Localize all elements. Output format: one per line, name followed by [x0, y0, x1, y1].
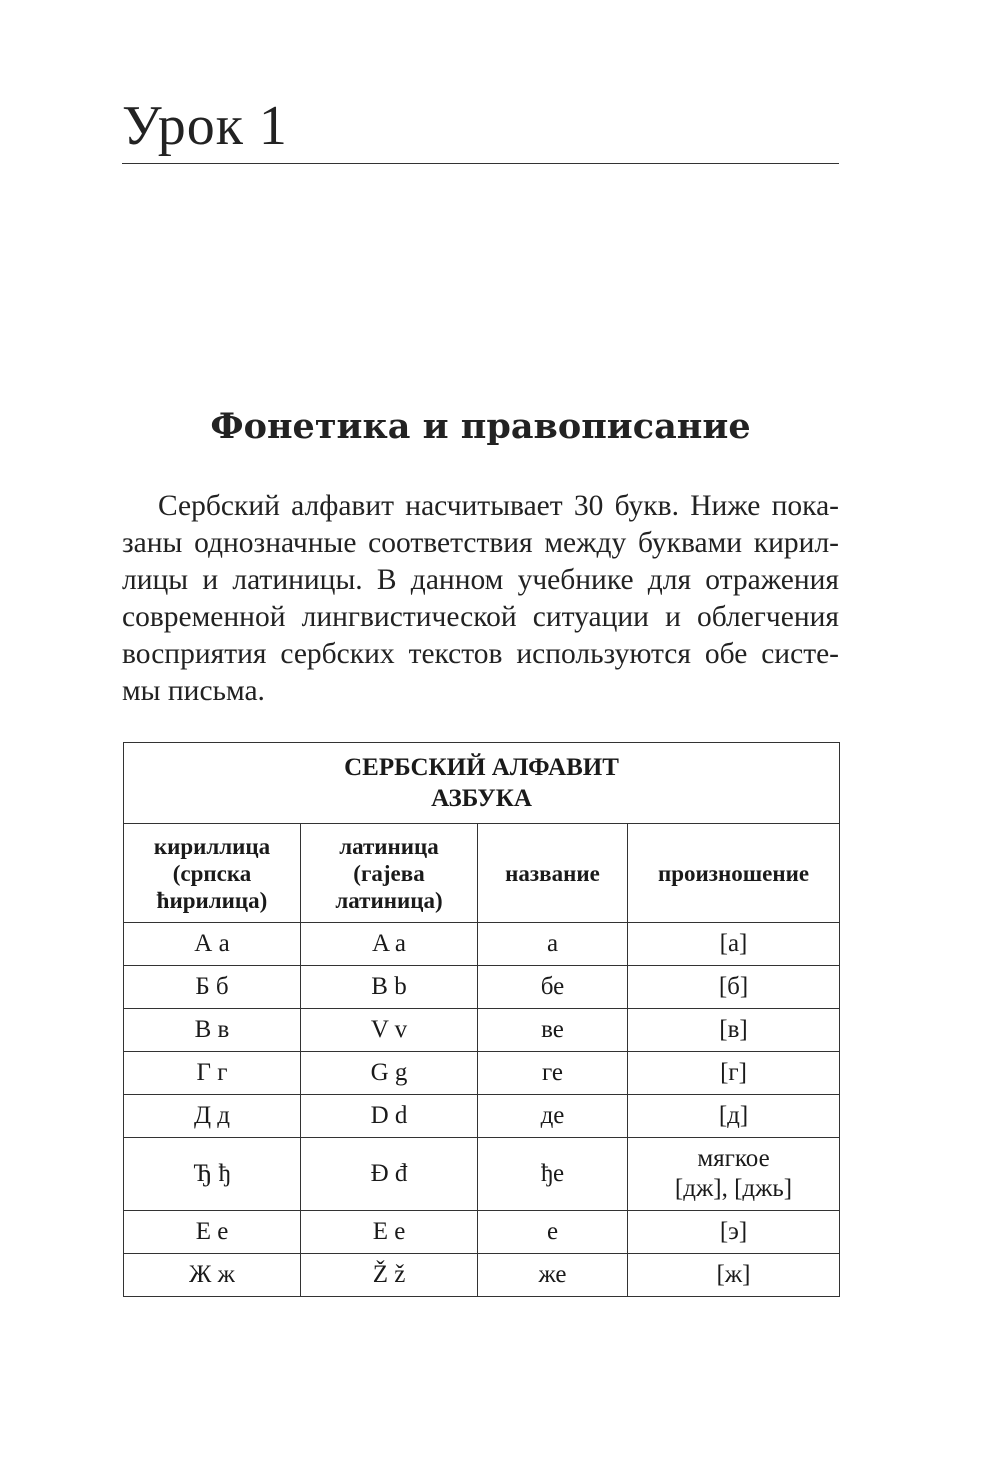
cyrillic-letter-cell: Ђ ђ [124, 1138, 301, 1211]
letter-name-cell: ге [478, 1052, 628, 1095]
pronunciation-cell: [г] [628, 1052, 840, 1095]
lesson-title: Урок 1 [122, 95, 288, 157]
cyrillic-letter-cell: В в [124, 1009, 301, 1052]
table-row [124, 1095, 840, 1138]
latin-letter-cell: G g [301, 1052, 478, 1095]
intro-paragraph [122, 488, 839, 710]
intro-line: восприятия сербских текстов используются обе систе- [122, 638, 839, 670]
latin-letter-cell: V v [301, 1009, 478, 1052]
column-header-line: произношение [657, 860, 810, 886]
intro-line: лицы и латиницы. В данном учебнике для отражения [122, 564, 839, 596]
intro-line: Сербский алфавит насчитывает 30 букв. Ниже пока- [158, 490, 839, 522]
table-caption-line: СЕРБСКИЙ АЛФАВИТ [344, 754, 619, 781]
column-header-line: латиница) [335, 887, 443, 913]
cyrillic-letter-cell: А а [124, 923, 301, 966]
pronunciation-cell: [д] [628, 1095, 840, 1138]
latin-letter-cell: E e [301, 1211, 478, 1254]
pronunciation-cell [628, 1138, 840, 1211]
column-header-name [478, 824, 628, 923]
column-header-line: кириллица [153, 833, 271, 859]
title-rule [122, 163, 839, 164]
pronunciation-cell: [э] [628, 1211, 840, 1254]
letter-name-cell: ве [478, 1009, 628, 1052]
column-header-line: латиница [339, 833, 439, 859]
latin-letter-cell: B b [301, 966, 478, 1009]
column-header-line: (гајева [353, 860, 425, 886]
cyrillic-letter-cell: Г г [124, 1052, 301, 1095]
table-caption-line: АЗБУКА [431, 785, 532, 812]
column-header-cyrillic [124, 824, 301, 923]
table-row [124, 923, 840, 966]
column-header-latin [301, 824, 478, 923]
pronunciation-cell: [в] [628, 1009, 840, 1052]
table-row [124, 1211, 840, 1254]
cyrillic-letter-cell: Е е [124, 1211, 301, 1254]
column-header-line: ћирилица) [156, 887, 268, 913]
table-row [124, 1052, 840, 1095]
latin-letter-cell: Ž ž [301, 1254, 478, 1297]
letter-name-cell: е [478, 1211, 628, 1254]
alphabet-table [123, 742, 840, 1297]
column-header-pronunciation [628, 824, 840, 923]
table-row [124, 966, 840, 1009]
pronunciation-cell: [а] [628, 923, 840, 966]
letter-name-cell: бе [478, 966, 628, 1009]
letter-name-cell: де [478, 1095, 628, 1138]
latin-letter-cell: A a [301, 923, 478, 966]
table-row [124, 1254, 840, 1297]
latin-letter-cell: Đ đ [301, 1138, 478, 1211]
cyrillic-letter-cell: Д д [124, 1095, 301, 1138]
table-row [124, 1138, 840, 1211]
intro-line: современной лингвистической ситуации и облегчения [122, 601, 839, 633]
table-row [124, 1009, 840, 1052]
intro-line: мы письма. [122, 675, 265, 707]
pronunciation-cell: [б] [628, 966, 840, 1009]
cell-line: [дж], [джь] [674, 1175, 793, 1202]
cyrillic-letter-cell: Ж ж [124, 1254, 301, 1297]
letter-name-cell: ђе [478, 1138, 628, 1211]
column-header-line: (српска [172, 860, 252, 886]
intro-line: заны однозначные соответствия между буквами кирил- [122, 527, 839, 559]
cyrillic-letter-cell: Б б [124, 966, 301, 1009]
letter-name-cell: же [478, 1254, 628, 1297]
letter-name-cell: а [478, 923, 628, 966]
cell-line: мягкое [697, 1145, 770, 1172]
section-heading: Фонетика и правописание [210, 406, 751, 447]
pronunciation-cell: [ж] [628, 1254, 840, 1297]
column-header-line: название [505, 860, 600, 886]
latin-letter-cell: D d [301, 1095, 478, 1138]
table-caption [124, 743, 840, 824]
